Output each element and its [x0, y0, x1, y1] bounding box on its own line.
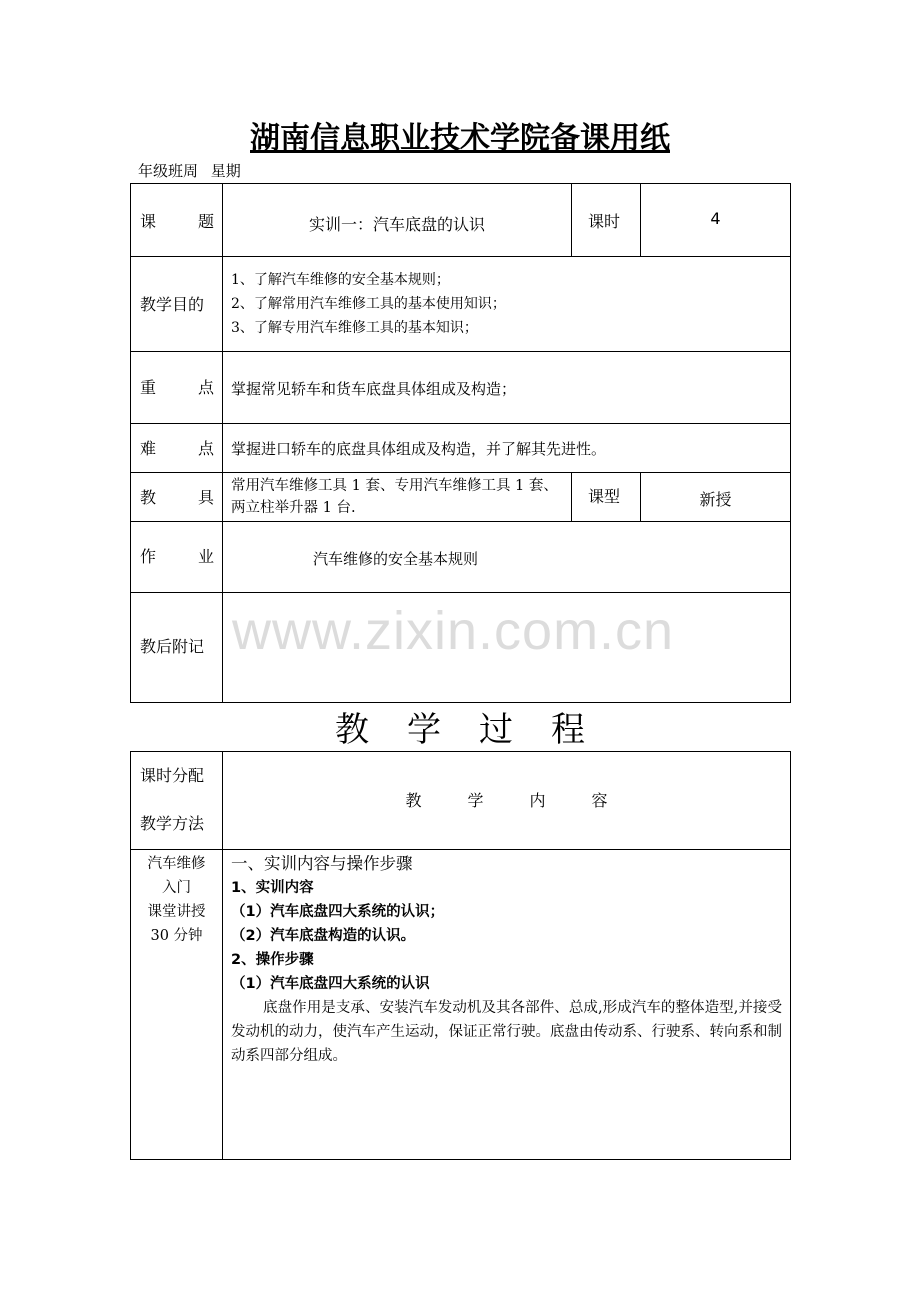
- goal-item-2: 2、了解常用汽车维修工具的基本使用知识；: [231, 296, 506, 312]
- goals-label: 教学目的: [140, 295, 205, 314]
- type-label: 课型: [588, 487, 621, 506]
- goal-item-3: 3、了解专用汽车维修工具的基本知识；: [231, 320, 478, 336]
- teaching-content-label: 教学内容: [405, 791, 654, 810]
- tools-label-cell: [131, 473, 223, 522]
- watermark: www.zixin.com.cn: [232, 601, 675, 661]
- goal-item-1: 1、了解汽车维修的安全基本规则；: [231, 272, 450, 288]
- notes-label: 教后附记: [140, 637, 205, 656]
- key-points-row: [131, 352, 791, 424]
- subheading-content: 1、实训内容: [231, 880, 314, 896]
- hours-allocation-label: 课时分配: [140, 766, 205, 785]
- topic-label-char-1: 课: [140, 212, 157, 231]
- topic-value: 实训一：汽车底盘的认识: [308, 215, 485, 234]
- key-label-cell: [131, 352, 223, 424]
- notes-label-cell: [131, 593, 223, 703]
- method-cell: [131, 850, 223, 1160]
- type-value: 新授: [699, 490, 732, 509]
- process-title: 教学过程: [335, 710, 623, 750]
- homework-value: 汽车维修的安全基本规则: [313, 550, 479, 568]
- chassis-paragraph: 底盘作用是支承、安装汽车发动机及其各部件、总成,形成汽车的整体造型,并接受发动机的动力，使汽车产生运动，保证正常行驶。底盘由传动系、行驶系、转向系和制动系四部分组成。: [231, 1000, 782, 1064]
- difficulty-label-cell: [131, 424, 223, 473]
- subheader: [138, 160, 249, 181]
- tools-label-char-2: 具: [197, 488, 214, 507]
- tools-value-cell: [223, 473, 572, 522]
- hours-label: 课时: [588, 212, 621, 231]
- method-line-2: 入门: [162, 880, 191, 896]
- key-label-char-1: 重: [140, 378, 157, 397]
- process-table: [130, 751, 791, 1160]
- tools-value: 常用汽车维修工具 1 套、专用汽车维修工具 1 套、两立柱举升器 1 台.: [231, 478, 558, 516]
- homework-label-char-2: 业: [197, 547, 214, 566]
- process-col1-header: [131, 752, 223, 850]
- content-item-2: （2）汽车底盘构造的认识。: [231, 928, 416, 944]
- difficulty-value: 掌握进口轿车的底盘具体组成及构造，并了解其先进性。: [231, 440, 607, 458]
- document-title: 湖南信息职业技术学院备课用纸: [250, 121, 670, 156]
- topic-label-cell: [131, 184, 223, 257]
- topic-row: [131, 184, 791, 257]
- process-header-row: [131, 752, 791, 850]
- type-label-cell: [572, 473, 641, 522]
- hours-value-cell: [641, 184, 791, 257]
- key-label-char-2: 点: [197, 378, 214, 397]
- difficulty-row: [131, 424, 791, 473]
- method-line-4: 30 分钟: [150, 928, 203, 944]
- weekday-label: 星期: [210, 162, 241, 180]
- difficulty-label-char-1: 难: [140, 439, 157, 458]
- process-body-row: [131, 850, 791, 1160]
- method-line-1: 汽车维修: [147, 856, 206, 872]
- goals-row: [131, 257, 791, 352]
- tools-row: [131, 473, 791, 522]
- goals-cell: [223, 257, 791, 352]
- grade-class-week-label: 年级班周: [138, 162, 199, 180]
- subheading-steps: 2、操作步骤: [231, 952, 314, 968]
- difficulty-label-char-2: 点: [197, 439, 214, 458]
- content-item-1: （1）汽车底盘四大系统的认识；: [231, 904, 445, 920]
- hours-label-cell: [572, 184, 641, 257]
- key-value: 掌握常见轿车和货车底盘具体组成及构造；: [231, 380, 517, 398]
- homework-label-char-1: 作: [140, 547, 157, 566]
- hours-value: 4: [710, 209, 721, 228]
- tools-label-char-1: 教: [140, 488, 157, 507]
- goals-label-cell: [131, 257, 223, 352]
- topic-label-char-2: 题: [197, 212, 214, 231]
- homework-row: [131, 522, 791, 593]
- content-cell: [223, 850, 791, 1160]
- difficulty-value-cell: [223, 424, 791, 473]
- homework-label-cell: [131, 522, 223, 593]
- type-value-cell: [641, 473, 791, 522]
- teaching-method-label: 教学方法: [140, 814, 205, 833]
- homework-value-cell: [223, 522, 791, 593]
- topic-value-cell: [223, 184, 572, 257]
- key-value-cell: [223, 352, 791, 424]
- process-col2-header: [223, 752, 791, 850]
- method-line-3: 课堂讲授: [147, 904, 206, 920]
- step-item-1: （1）汽车底盘四大系统的认识: [231, 976, 430, 992]
- section-heading: 一、实训内容与操作步骤: [231, 854, 413, 873]
